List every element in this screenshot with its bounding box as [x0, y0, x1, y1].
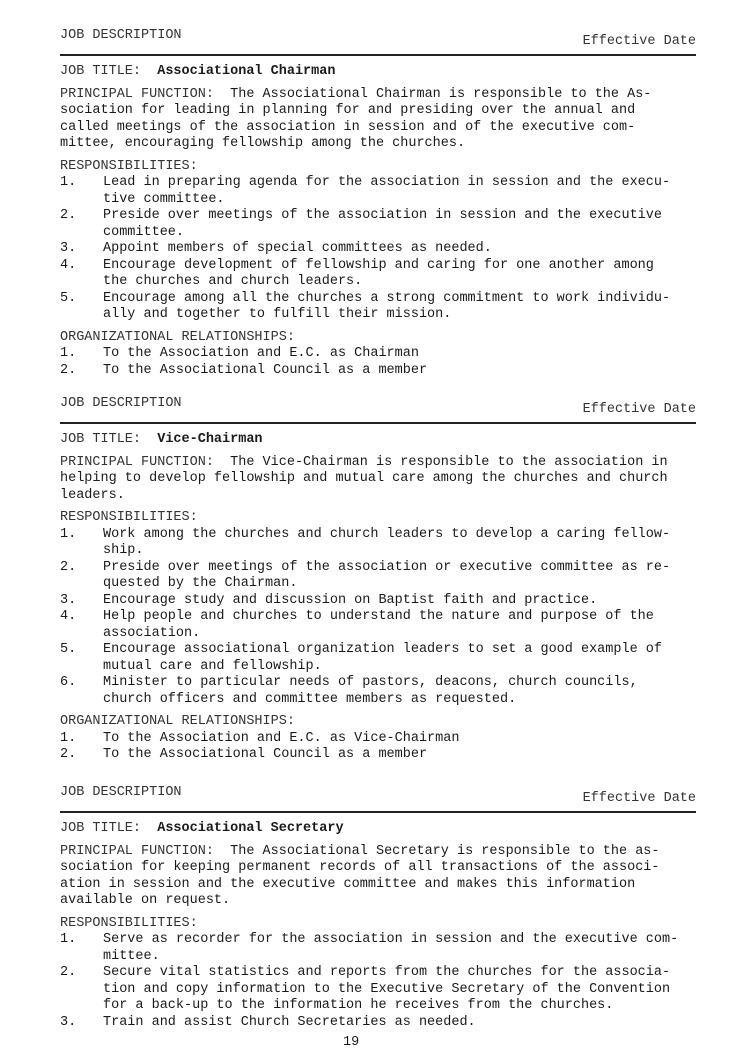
- item-line: Encourage development of fellowship and caring for one another among: [103, 257, 654, 273]
- item-number: 1.: [60, 730, 77, 746]
- item-line: quested by the Chairman.: [103, 576, 298, 591]
- responsibilities-label: RESPONSIBILITIES:: [60, 915, 198, 931]
- item-line: tion and copy information to the Executive Secretary of the Convention: [103, 981, 671, 997]
- principal-function-label: PRINCIPAL FUNCTION:: [60, 843, 214, 859]
- list-item: [60, 527, 696, 560]
- item-line: To the Association and E.C. as Vice-Chairman: [103, 730, 460, 746]
- item-line: Train and assist Church Secretaries as needed.: [103, 1014, 476, 1030]
- organizational-relationships-label: ORGANIZATIONAL RELATIONSHIPS:: [60, 714, 295, 729]
- function-line: [60, 120, 696, 137]
- list-item: [60, 932, 696, 965]
- list-item: [60, 175, 696, 208]
- section-header: [60, 28, 696, 50]
- header-effective-date: Effective Date: [582, 402, 696, 417]
- function-text: helping to develop fellowship and mutual care among the churches and church: [60, 471, 668, 486]
- item-number: 3.: [60, 1014, 77, 1030]
- item-text: [103, 291, 670, 324]
- list-item: [60, 291, 696, 324]
- item-text: [103, 1015, 476, 1032]
- job-title-label: JOB TITLE:: [60, 432, 142, 447]
- list-item: [60, 593, 696, 610]
- item-text: [103, 642, 662, 675]
- header-effective-date: Effective Date: [582, 34, 696, 49]
- item-number: 6.: [60, 675, 77, 690]
- function-text: sociation for leading in planning for and presiding over the annual and: [60, 103, 636, 118]
- item-line: the churches and church leaders.: [103, 274, 363, 289]
- item-line: committee.: [103, 224, 185, 240]
- section-header: [60, 396, 696, 418]
- item-text: [103, 932, 678, 965]
- item-line: To the Associational Council as a member: [103, 747, 428, 762]
- item-line: association.: [103, 625, 201, 641]
- item-text: [103, 675, 638, 708]
- item-line: Encourage among all the churches a strong commitment to work individu-: [103, 290, 671, 306]
- item-line: church officers and committee members as requested.: [103, 691, 517, 707]
- header-job-description: JOB DESCRIPTION: [60, 28, 182, 43]
- item-text: [103, 593, 597, 610]
- item-text: [103, 965, 670, 1015]
- header-job-description: JOB DESCRIPTION: [60, 396, 182, 411]
- job-description-chairman: [60, 28, 696, 385]
- list-item: [60, 675, 696, 708]
- item-number: 5.: [60, 290, 77, 306]
- function-text: leaders.: [60, 487, 125, 503]
- job-title: [60, 64, 696, 81]
- header-effective-date: Effective Date: [582, 791, 696, 806]
- item-line: Secure vital statistics and reports from the churches for the associa-: [103, 965, 671, 980]
- job-title-label: JOB TITLE:: [60, 64, 142, 79]
- list-item: [60, 965, 696, 1015]
- list-item: [60, 363, 696, 380]
- job-title: [60, 432, 696, 449]
- principal-function: [60, 844, 696, 910]
- list-item: [60, 642, 696, 675]
- list-item: [60, 241, 696, 258]
- item-line: Lead in preparing agenda for the association in session and the execu-: [103, 175, 671, 190]
- item-text: [103, 208, 662, 241]
- responsibilities-block: [60, 916, 696, 1032]
- item-line: Minister to particular needs of pastors, deacons, church councils,: [103, 675, 638, 690]
- principal-function: [60, 87, 696, 153]
- item-number: 2.: [60, 965, 77, 980]
- job-title-label: JOB TITLE:: [60, 821, 142, 836]
- item-number: 1.: [60, 932, 77, 947]
- function-line: [60, 103, 696, 120]
- item-number: 2.: [60, 559, 77, 575]
- principal-function-label: PRINCIPAL FUNCTION:: [60, 86, 214, 102]
- item-text: [103, 175, 670, 208]
- function-text: sociation for keeping permanent records of all transactions of the associ-: [60, 860, 660, 875]
- job-title-value: Associational Secretary: [157, 821, 344, 836]
- function-line: [60, 471, 696, 488]
- function-line: [60, 136, 696, 153]
- organizational-relationships-label: ORGANIZATIONAL RELATIONSHIPS:: [60, 329, 295, 345]
- list-item: [60, 609, 696, 642]
- item-line: Serve as recorder for the association in session and the executive com-: [103, 932, 679, 947]
- responsibilities-label: RESPONSIBILITIES:: [60, 158, 198, 174]
- function-line: [60, 844, 696, 861]
- item-text: [103, 731, 459, 748]
- item-line: Encourage associational organization leaders to set a good example of: [103, 642, 662, 657]
- job-description-vice-chairman: [60, 396, 696, 770]
- section-header: [60, 785, 696, 807]
- item-line: mittee.: [103, 948, 160, 964]
- job-title: [60, 821, 696, 838]
- item-number: 1.: [60, 175, 77, 190]
- item-number: 4.: [60, 257, 77, 273]
- responsibilities-block: [60, 159, 696, 324]
- item-line: mutual care and fellowship.: [103, 658, 322, 674]
- job-title-value: Associational Chairman: [157, 64, 336, 79]
- list-item: [60, 731, 696, 748]
- list-item: [60, 747, 696, 764]
- item-text: [103, 258, 654, 291]
- item-text: [103, 609, 654, 642]
- function-line: [60, 860, 696, 877]
- function-line: [60, 877, 696, 894]
- item-number: 1.: [60, 526, 77, 542]
- item-text: [103, 241, 492, 258]
- item-number: 2.: [60, 747, 77, 762]
- function-text: mittee, encouraging fellowship among the churches.: [60, 136, 466, 151]
- list-item: [60, 208, 696, 241]
- item-line: To the Association and E.C. as Chairman: [103, 346, 419, 361]
- responsibilities-block: [60, 510, 696, 708]
- function-text: The Vice-Chairman is responsible to the association in: [230, 454, 668, 470]
- function-text: available on request.: [60, 893, 231, 908]
- item-line: Preside over meetings of the association in session and the executive: [103, 208, 662, 223]
- item-line: tive committee.: [103, 191, 225, 207]
- item-number: 1.: [60, 346, 77, 361]
- item-number: 5.: [60, 642, 77, 657]
- item-line: To the Associational Council as a member: [103, 362, 428, 378]
- job-description-secretary: [60, 785, 696, 1037]
- item-line: ally and together to fulfill their mission.: [103, 307, 452, 322]
- list-item: [60, 258, 696, 291]
- item-text: [103, 747, 427, 764]
- item-text: [103, 363, 427, 380]
- function-text: The Associational Chairman is responsible to the As-: [230, 86, 652, 102]
- item-text: [103, 527, 670, 560]
- function-text: called meetings of the association in session and of the executive com-: [60, 119, 636, 135]
- header-rule: [60, 54, 696, 56]
- function-line: [60, 455, 696, 472]
- function-line: [60, 893, 696, 910]
- responsibilities-label: RESPONSIBILITIES:: [60, 510, 198, 525]
- header-rule: [60, 422, 696, 424]
- principal-function: [60, 455, 696, 505]
- list-item: [60, 346, 696, 363]
- item-number: 4.: [60, 609, 77, 624]
- function-line: [60, 488, 696, 505]
- function-text: ation in session and the executive committee and makes this information: [60, 876, 636, 892]
- item-line: Work among the churches and church leaders to develop a caring fellow-: [103, 526, 671, 542]
- header-job-description: JOB DESCRIPTION: [60, 785, 182, 800]
- item-line: for a back-up to the information he receives from the churches.: [103, 998, 614, 1013]
- organizational-relationships-block: [60, 714, 696, 764]
- item-line: Preside over meetings of the association or executive committee as re-: [103, 559, 671, 575]
- item-line: ship.: [103, 543, 144, 558]
- page-number: 19: [343, 1035, 360, 1050]
- item-text: [103, 560, 670, 593]
- item-text: [103, 346, 419, 363]
- item-number: 3.: [60, 592, 77, 608]
- list-item: [60, 560, 696, 593]
- header-rule: [60, 811, 696, 813]
- job-title-value: Vice-Chairman: [157, 432, 263, 447]
- item-line: Help people and churches to understand the nature and purpose of the: [103, 609, 654, 624]
- function-line: [60, 87, 696, 104]
- item-line: Encourage study and discussion on Baptist faith and practice.: [103, 592, 598, 608]
- list-item: [60, 1015, 696, 1032]
- principal-function-label: PRINCIPAL FUNCTION:: [60, 454, 214, 470]
- item-number: 3.: [60, 241, 77, 256]
- item-number: 2.: [60, 362, 77, 378]
- item-number: 2.: [60, 208, 77, 223]
- organizational-relationships-block: [60, 330, 696, 380]
- function-text: The Associational Secretary is responsible to the as-: [230, 843, 660, 859]
- item-line: Appoint members of special committees as needed.: [103, 241, 492, 256]
